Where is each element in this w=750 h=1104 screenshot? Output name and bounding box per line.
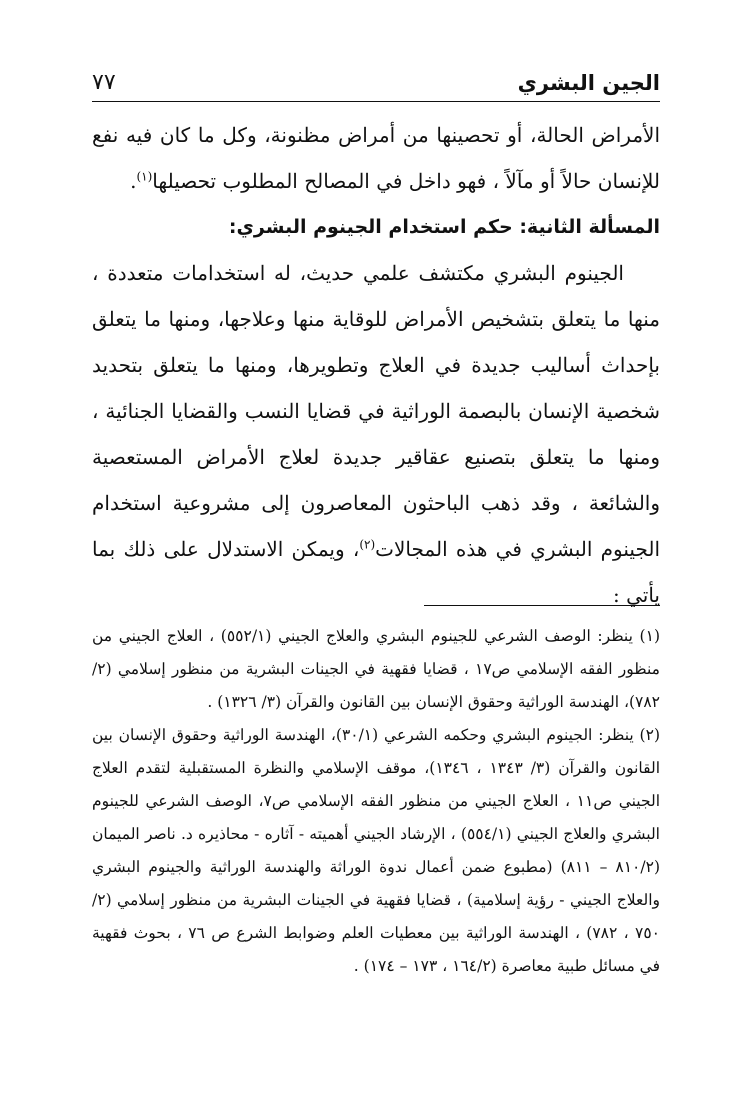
footnote-2: (٢) ينظر: الجينوم البشري وحكمه الشرعي (٣٠/١)، الهندسة الوراثية وحقوق الإنسان بين القانون والقرآن (٣/ ١٣٤٣ ، ١٣٤٦)، موقف الإسلامي والنظرة المستقبلية لتقدم العلاج الجيني ص١١ ، العلاج الجيني من منظور الفقه الإسلامي ص٧، الوصف الشرعي للجينوم البشري والعلاج الجيني (٥٥٤/١) ، الإرشاد الجيني أهميته - آثاره - محاذيره د. ناصر الميمان (٨١٠/٢ – ٨١١) (مطبوع ضمن أعمال ندوة الوراثة والهندسة الوراثية والجينوم البشري والعلاج الجيني - رؤية إسلامية) ، قضايا فقهية في الجينات البشرية من منظور إسلامي (٢/ ٧٥٠ ، ٧٨٢) ، الهندسة الوراثية بين معطيات العلم وضوابط الشرع ص ٧٦ ، بحوث فقهية في مسائل طبية معاصرة (١٦٤/٢ ، ١٧٣ – ١٧٤) . bbox=[92, 726, 661, 975]
paragraph-continuation bbox=[92, 112, 660, 204]
page-number: ٧٧ bbox=[92, 70, 116, 95]
paragraph-genome-uses bbox=[92, 250, 660, 618]
paragraph-1-text: الأمراض الحالة، أو تحصينها من أمراض مظنونة، وكل ما كان فيه نفع للإنسان حالاً أو مآلاً ، فهو داخل في المصالح المطلوب تحصيلها bbox=[92, 123, 660, 193]
paragraph-2-text: الجينوم البشري مكتشف علمي حديث، له استخدامات متعددة ، منها ما يتعلق بتشخيص الأمراض للوقاية منها وعلاجها، ومنها ما يتعلق بإحداث أساليب جديدة في العلاج وتطويرها، ومنها ما يتعلق بتحديد شخصية الإنسان بالبصمة الوراثية في قضايا النسب والقضايا الجنائية ، ومنها ما يتعلق بتصنيع عقاقير جديدة لعلاج الأمراض المستعصية والشائعة ، وقد ذهب الباحثون المعاصرون إلى مشروعية استخدام الجينوم البشري في هذه المجالات bbox=[92, 261, 661, 561]
running-title: الجين البشري bbox=[517, 71, 660, 95]
paragraph-1-end: . bbox=[130, 169, 137, 193]
main-text bbox=[92, 112, 660, 618]
footnote-divider bbox=[424, 605, 660, 606]
running-header bbox=[92, 58, 660, 98]
footnote-ref-1[interactable]: (١) bbox=[136, 169, 153, 184]
footnote-1: (١) ينظر: الوصف الشرعي للجينوم البشري والعلاج الجيني (٥٥٢/١) ، العلاج الجيني من منظور الفقه الإسلامي ص١٧ ، قضايا فقهية في الجينات البشرية من منظور إسلامي (٢/ ٧٨٢)، الهندسة الوراثية وحقوق الإنسان بين القانون والقرآن (٣/ ١٣٢٦) . bbox=[92, 627, 660, 711]
footnote-ref-2[interactable]: (٢) bbox=[359, 537, 376, 552]
section-heading: المسألة الثانية: حكم استخدام الجينوم البشري: bbox=[228, 216, 660, 238]
paragraph-2-end: ، ويمكن الاستدلال على ذلك بما يأتي : bbox=[92, 537, 660, 607]
footnotes bbox=[92, 620, 660, 983]
header-divider bbox=[92, 101, 660, 102]
